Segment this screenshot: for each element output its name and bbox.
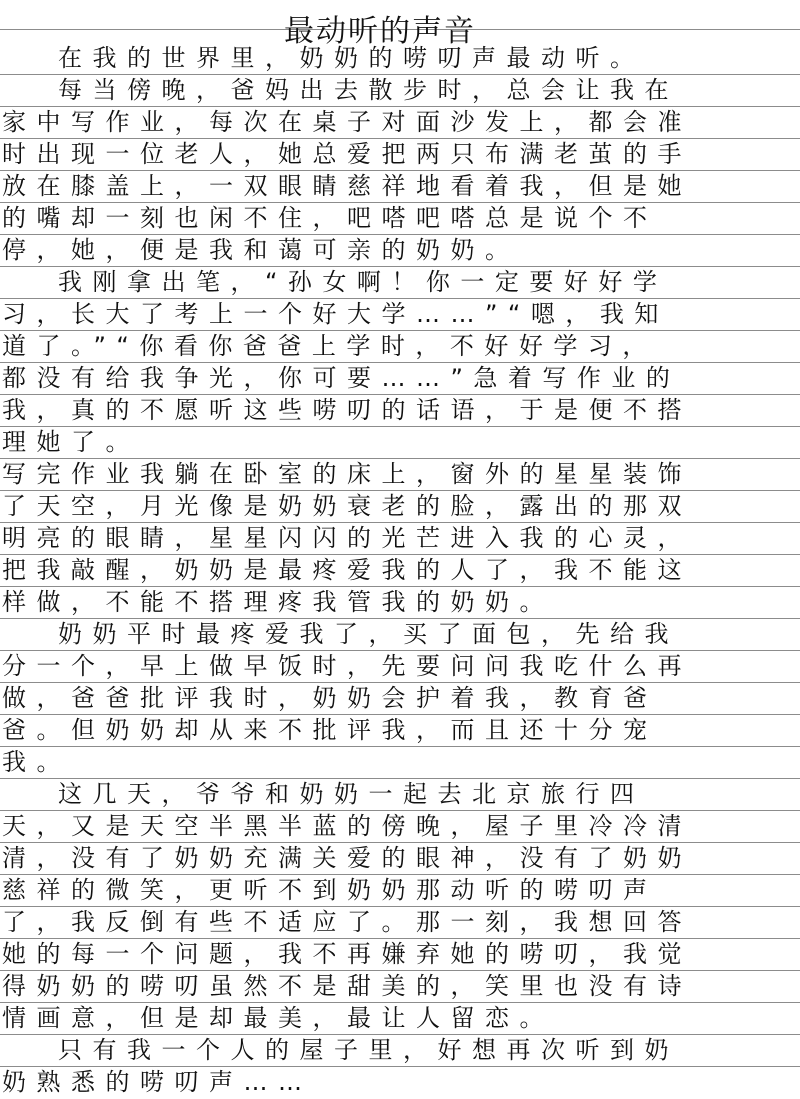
essay-line: 得奶奶的唠叨虽然不是甜美的，笑里也没有诗 bbox=[2, 972, 692, 1000]
essay-line: 爸。但奶奶却从来不批评我，而且还十分宠 bbox=[2, 716, 658, 744]
essay-line: 这几天，爷爷和奶奶一起去北京旅行四 bbox=[58, 780, 645, 808]
essay-line: 把我敲醒，奶奶是最疼爱我的人了，我不能这 bbox=[2, 556, 692, 584]
essay-line: 道了。”“你看你爸爸上学时，不好好学习， bbox=[2, 332, 657, 360]
essay-line: 奶熟悉的唠叨声…… bbox=[2, 1068, 313, 1096]
essay-line: 放在膝盖上，一双眼睛慈祥地看着我，但是她 bbox=[2, 172, 692, 200]
essay-line: 我刚拿出笔，“孙女啊！你一定要好好学 bbox=[58, 268, 668, 296]
essay-line: 每当傍晚，爸妈出去散步时，总会让我在 bbox=[58, 76, 679, 104]
essay-line: 习，长大了考上一个好大学……”“嗯，我知 bbox=[2, 300, 669, 328]
essay-line: 慈祥的微笑，更听不到奶奶那动听的唠叨声 bbox=[2, 876, 658, 904]
essay-title: 最动听的声音 bbox=[284, 14, 476, 49]
essay-line: 天，又是天空半黑半蓝的傍晚，屋子里冷冷清 bbox=[2, 812, 692, 840]
essay-line: 奶奶平时最疼爱我了，买了面包，先给我 bbox=[58, 620, 679, 648]
essay-line: 在我的世界里，奶奶的唠叨声最动听。 bbox=[58, 44, 645, 72]
essay-line: 明亮的眼睛，星星闪闪的光芒进入我的心灵， bbox=[2, 524, 692, 552]
essay-line: 写完作业我躺在卧室的床上，窗外的星星装饰 bbox=[2, 460, 692, 488]
essay-line: 我，真的不愿听这些唠叨的话语，于是便不搭 bbox=[2, 396, 692, 424]
essay-line: 的嘴却一刻也闲不住，吧嗒吧嗒总是说个不 bbox=[2, 204, 658, 232]
essay-line: 了天空，月光像是奶奶衰老的脸，露出的那双 bbox=[2, 492, 692, 520]
essay-line: 了，我反倒有些不适应了。那一刻，我想回答 bbox=[2, 908, 692, 936]
essay-line: 只有我一个人的屋子里，好想再次听到奶 bbox=[58, 1036, 679, 1064]
essay-line: 家中写作业，每次在桌子对面沙发上，都会准 bbox=[2, 108, 692, 136]
essay-line: 理她了。 bbox=[2, 428, 140, 456]
essay-line: 样做，不能不搭理疼我管我的奶奶。 bbox=[2, 588, 554, 616]
essay-line: 都没有给我争光，你可要……”急着写作业的 bbox=[2, 364, 681, 392]
essay-line: 时出现一位老人，她总爱把两只布满老茧的手 bbox=[2, 140, 692, 168]
essay-line: 我。 bbox=[2, 748, 71, 776]
essay-line: 情画意，但是却最美，最让人留恋。 bbox=[2, 1004, 554, 1032]
essay-line: 清，没有了奶奶充满关爱的眼神，没有了奶奶 bbox=[2, 844, 692, 872]
essay-line: 做，爸爸批评我时，奶奶会护着我，教育爸 bbox=[2, 684, 658, 712]
essay-line: 停，她，便是我和蔼可亲的奶奶。 bbox=[2, 236, 520, 264]
essay-body bbox=[0, 43, 800, 1099]
essay-line: 分一个，早上做早饭时，先要问问我吃什么再 bbox=[2, 652, 692, 680]
essay-line: 她的每一个问题，我不再嫌弃她的唠叨，我觉 bbox=[2, 940, 692, 968]
